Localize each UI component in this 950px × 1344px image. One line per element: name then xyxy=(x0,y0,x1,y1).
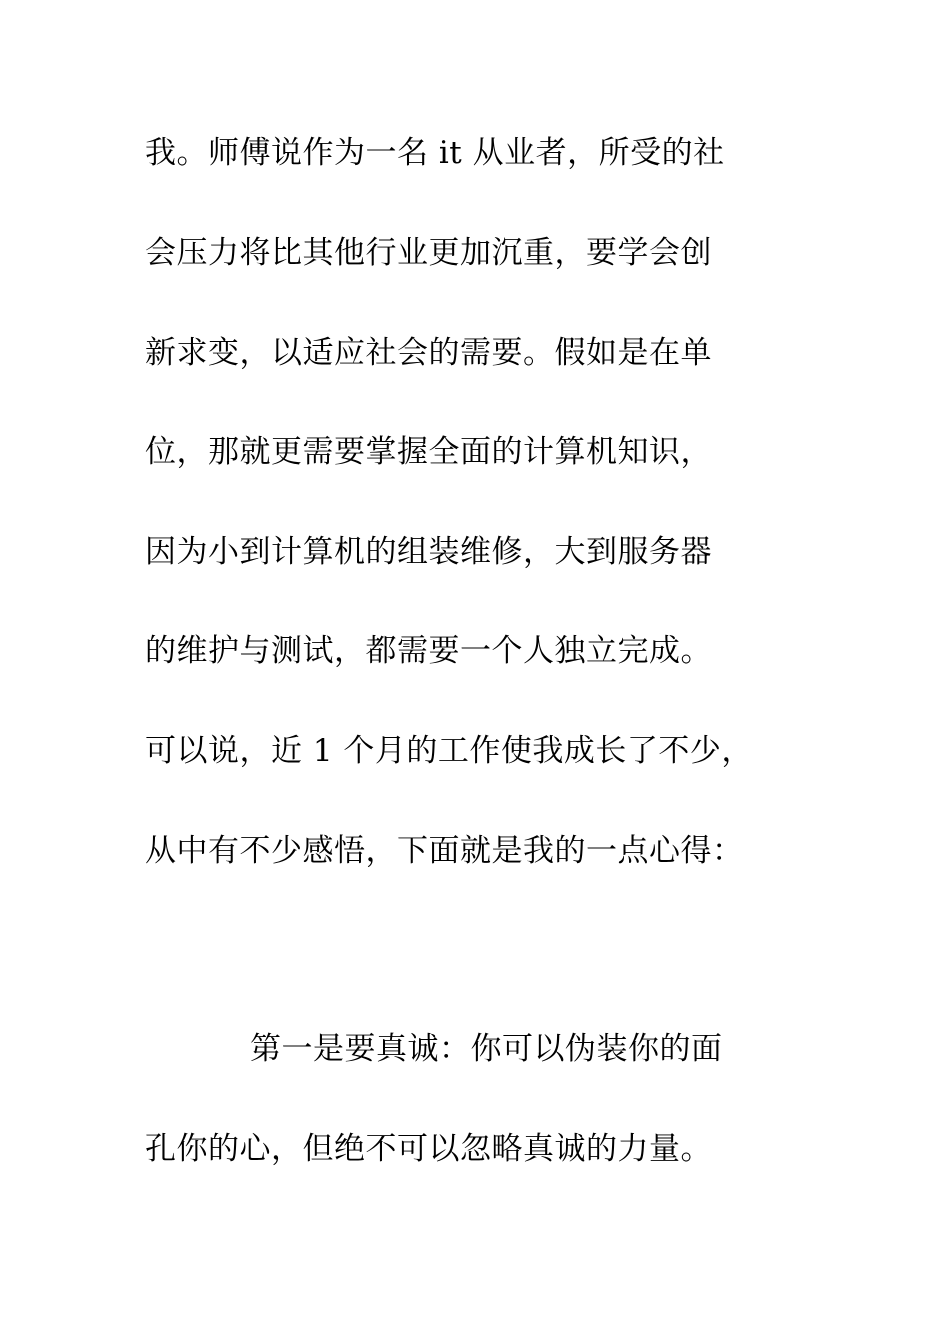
text-line: 从中有不少感悟，下面就是我的一点心得： xyxy=(145,833,744,869)
text-line: 的维护与测试，都需要一个人独立完成。 xyxy=(145,633,712,669)
text-line: 我。师傅说作为一名 it 从业者，所受的社 xyxy=(145,135,725,171)
text-line: 新求变，以适应社会的需要。假如是在单 xyxy=(145,335,712,371)
text-line: 会压力将比其他行业更加沉重，要学会创 xyxy=(145,235,712,271)
text-line: 可以说，近 1 个月的工作使我成长了不少， xyxy=(145,733,753,769)
text-line: 因为小到计算机的组装维修，大到服务器 xyxy=(145,534,712,570)
paragraph-first-line: 第一是要真诚：你可以伪装你的面 xyxy=(250,1031,723,1067)
text-line: 位，那就更需要掌握全面的计算机知识， xyxy=(145,434,712,470)
text-line: 孔你的心，但绝不可以忽略真诚的力量。 xyxy=(145,1131,712,1167)
